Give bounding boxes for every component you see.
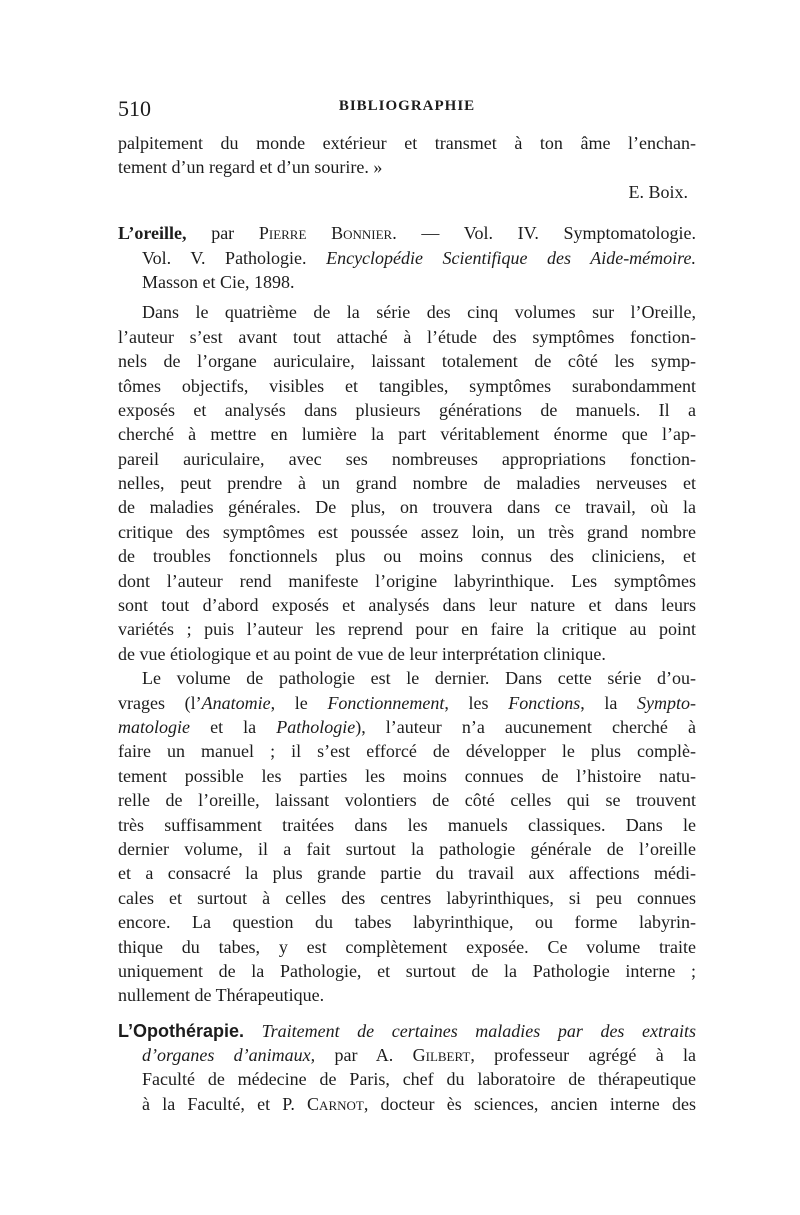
entry-author: Pierre Bonnier. — [258, 223, 397, 244]
paragraph-line: pareil auriculaire, avec ses nombreuses appropriations fonction- — [118, 448, 696, 469]
paragraph-line: uniquement de la Pathologie, et surtout de la Pathologie interne ; — [118, 960, 696, 981]
paragraph-line: variétés ; puis l’auteur les reprend pour en faire la critique au point — [118, 619, 696, 640]
paragraph-line: Le volume de pathologie est le dernier. Dans cette série d’ou- — [142, 668, 696, 689]
entry-citation-line: L’oreille, par Pierre Bonnier. — Vol. IV. Symptomatologie. — [118, 223, 696, 244]
entry-subject: L’oreille, — [118, 223, 187, 244]
entry-subject: L’Opothérapie. — [118, 1020, 245, 1041]
reviewer-signature: E. Boix. — [628, 181, 688, 202]
paragraph-line: cales et surtout à celles des centres labyrinthiques, si peu connues — [118, 887, 696, 908]
paragraph-line: tement possible les parties les moins connues de l’histoire natu- — [118, 765, 696, 786]
paragraph-line: l’auteur s’est avant tout attaché à l’étude des symptômes fonction- — [118, 326, 696, 347]
carryover-line: tement d’un regard et d’un sourire. » — [118, 157, 383, 178]
paragraph-line: dont l’auteur rend manifeste l’origine labyrinthique. Les symptômes — [118, 570, 696, 591]
paragraph-line: Dans le quatrième de la série des cinq volumes sur l’Oreille, — [142, 302, 696, 323]
entry-citation-line: Faculté de médecine de Paris, chef du laboratoire de thérapeutique — [142, 1069, 696, 1090]
running-title: BIBLIOGRAPHIE — [338, 98, 476, 114]
entry-author: Carnot — [307, 1093, 364, 1114]
paragraph-line: vrages (l’Anatomie, le Fonctionnement, les Fonctions, la Sympto- — [118, 692, 696, 713]
entry-citation-line: à la Faculté, et P. Carnot, docteur ès sciences, ancien interne des — [142, 1093, 696, 1114]
paragraph-line: encore. La question du tabes labyrinthique, ou forme labyrin- — [118, 912, 696, 933]
paragraph-line: nels de l’organe auriculaire, laissant totalement de côté les symp- — [118, 351, 696, 372]
paragraph-line: de maladies générales. De plus, on trouvera dans ce travail, où la — [118, 497, 696, 518]
paragraph-line: et a consacré la plus grande partie du travail aux affections médi- — [118, 863, 696, 884]
paragraph-line: de troubles fonctionnels plus ou moins connus des cliniciens, et — [118, 546, 696, 567]
book-title: Traitement de certaines maladies par des extraits — [261, 1020, 696, 1041]
entry-citation-line: Vol. V. Pathologie. Encyclopédie Scientifique des Aide-mémoire. — [142, 247, 696, 268]
publisher-line: Masson et Cie, 1898. — [142, 271, 295, 292]
paragraph-line: dernier volume, il a fait surtout la pathologie générale de l’oreille — [118, 838, 696, 859]
entry-author: Gilbert — [412, 1045, 471, 1066]
paragraph-line: cherché à mettre en lumière la part véritablement énorme que l’ap- — [118, 424, 696, 445]
paragraph-line: thique du tabes, y est complètement exposée. Ce volume traite — [118, 936, 696, 957]
page-header — [118, 96, 696, 126]
paragraph-line: matologie et la Pathologie), l’auteur n’a aucunement cherché à — [118, 716, 696, 737]
carryover-line: palpitement du monde extérieur et transmet à ton âme l’enchan- — [118, 133, 696, 153]
paragraph-line: nullement de Thérapeutique. — [118, 985, 325, 1006]
series-title: Encyclopédie Scientifique des Aide-mémoire. — [326, 247, 696, 268]
paragraph-line: faire un manuel ; il s’est efforcé de développer le plus complè- — [118, 741, 696, 762]
book-title: d’organes d’animaux, — [142, 1045, 316, 1066]
paragraph-line: relle de l’oreille, laissant volontiers de côté celles qui se trouvent — [118, 790, 696, 811]
paragraph-line: exposés et analysés dans plusieurs générations de manuels. Il a — [118, 399, 696, 420]
paragraph-line: tômes objectifs, visibles et tangibles, symptômes surabondamment — [118, 375, 696, 396]
paragraph-line: critique des symptômes est poussée assez loin, un très grand nombre — [118, 521, 696, 542]
paragraph-line: très suffisamment traitées dans les manuels classiques. Dans le — [118, 814, 696, 835]
entry-citation-line — [118, 1019, 696, 1043]
entry-citation-line: d’organes d’animaux, par A. Gilbert, professeur agrégé à la — [142, 1045, 696, 1066]
paragraph-line: nelles, peut prendre à un grand nombre de maladies nerveuses et — [118, 473, 696, 494]
paragraph-line: sont tout d’abord exposés et analysés dans leur nature et dans leurs — [118, 595, 696, 616]
paragraph-line: de vue étiologique et au point de vue de leur interprétation clinique. — [118, 643, 606, 664]
page-body — [118, 131, 696, 1116]
page-number: 510 — [118, 96, 151, 121]
